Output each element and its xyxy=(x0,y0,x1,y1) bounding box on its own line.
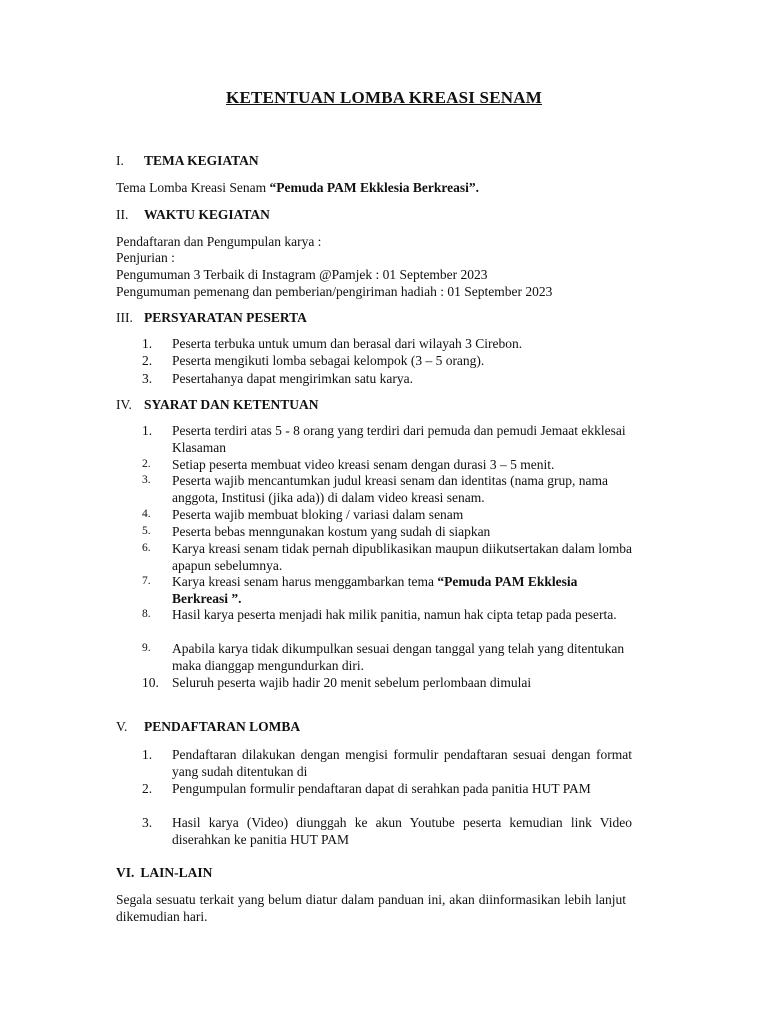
list-number: 10. xyxy=(142,675,159,690)
list-text: Peserta wajib membuat bloking / variasi dalam senam xyxy=(172,507,464,522)
list-item xyxy=(142,352,632,369)
list-number: 1. xyxy=(142,423,153,438)
list-number: 2. xyxy=(142,781,153,796)
list-text: Karya kreasi senam harus menggambarkan tema “Pemuda PAM Ekklesia Berkreasi ”. xyxy=(172,574,578,606)
section-3-title: PERSYARATAN PESERTA xyxy=(144,310,307,325)
list-item xyxy=(142,523,632,540)
list-item xyxy=(142,422,632,456)
section-6-title: LAIN-LAIN xyxy=(140,865,213,880)
list-number: 7. xyxy=(142,575,151,587)
schedule-line: Pengumuman pemenang dan pemberian/pengiriman hadiah : 01 September 2023 xyxy=(116,284,553,299)
list-item xyxy=(142,814,632,848)
schedule-line: Pendaftaran dan Pengumpulan karya : xyxy=(116,234,322,249)
list-number: 3. xyxy=(142,474,151,486)
list-text: Seluruh peserta wajib hadir 20 menit sebelum perlombaan dimulai xyxy=(172,675,532,690)
section-6-number: VI. xyxy=(116,865,135,880)
theme-text: Tema Lomba Kreasi Senam xyxy=(116,180,270,195)
list-text: Pengumpulan formulir pendaftaran dapat di serahkan pada panitia HUT PAM xyxy=(172,781,591,796)
list-text: Pendaftaran dilakukan dengan mengisi formulir pendaftaran sesuai dengan format yang sudah ditentukan di xyxy=(172,747,632,779)
list-item xyxy=(142,472,632,506)
list-item xyxy=(142,606,632,623)
list-item xyxy=(142,780,632,797)
section-2-heading xyxy=(116,206,270,223)
section-5-title: PENDAFTARAN LOMBA xyxy=(144,719,301,734)
list-text: Setiap peserta membuat video kreasi senam dengan durasi 3 – 5 menit. xyxy=(172,457,555,472)
list-number: 5. xyxy=(142,525,151,537)
list-number: 2. xyxy=(142,458,151,470)
list-item xyxy=(142,674,632,691)
section-4-heading xyxy=(116,396,319,413)
section-3-number: III. xyxy=(116,310,133,325)
list-text: Hasil karya (Video) diunggah ke akun Youtube peserta kemudian link Video diserahkan ke panitia HUT PAM xyxy=(172,815,632,847)
list-number: 1. xyxy=(142,747,153,762)
list-item xyxy=(142,540,632,574)
list-text: Peserta wajib mencantumkan judul kreasi senam dan identitas (nama grup, nama anggota, Institusi (jika ada)) di dalam video kreasi senam. xyxy=(172,473,608,505)
section-1-title: TEMA KEGIATAN xyxy=(144,153,259,168)
list-item xyxy=(142,370,632,387)
list-number: 9. xyxy=(142,642,151,654)
theme-name: “Pemuda PAM Ekklesia Berkreasi ”. xyxy=(172,574,578,606)
section-3-heading xyxy=(116,309,307,326)
theme-name: “Pemuda PAM Ekklesia Berkreasi”. xyxy=(269,180,480,195)
list-item xyxy=(142,335,632,352)
list-text: Karya kreasi senam tidak pernah dipublikasikan maupun diikutsertakan dalam lomba apapun sebelumnya. xyxy=(172,541,632,573)
list-text: Hasil karya peserta menjadi hak milik panitia, namun hak cipta tetap pada peserta. xyxy=(172,607,617,622)
list-text: Peserta terdiri atas 5 - 8 orang yang terdiri dari pemuda dan pemudi Jemaat ekklesai Klasaman xyxy=(172,423,626,455)
list-item xyxy=(142,456,632,473)
section-2-title: WAKTU KEGIATAN xyxy=(144,207,270,222)
section-1-heading xyxy=(116,152,259,169)
list-number: 6. xyxy=(142,542,151,554)
list-number: 4. xyxy=(142,508,151,520)
schedule-line: Pengumuman 3 Terbaik di Instagram @Pamjek : 01 September 2023 xyxy=(116,267,488,282)
list-text: Peserta terbuka untuk umum dan berasal dari wilayah 3 Cirebon. xyxy=(172,336,523,351)
section-5-heading xyxy=(116,718,300,735)
schedule-line: Penjurian : xyxy=(116,250,175,265)
section-6-text: Segala sesuatu terkait yang belum diatur dalam panduan ini, akan diinformasikan lebih lanjut dikemudian hari. xyxy=(116,892,626,924)
list-number: 3. xyxy=(142,815,153,830)
list-number: 3. xyxy=(142,371,153,386)
list-number: 2. xyxy=(142,353,153,368)
list-text: Peserta mengikuti lomba sebagai kelompok (3 – 5 orang). xyxy=(172,353,485,368)
section-2-number: II. xyxy=(116,207,129,222)
list-number: 8. xyxy=(142,608,151,620)
section-4-number: IV. xyxy=(116,397,132,412)
list-item xyxy=(142,506,632,523)
section-1-number: I. xyxy=(116,153,124,168)
document-title: KETENTUAN LOMBA KREASI SENAM xyxy=(226,88,542,107)
list-item xyxy=(142,746,632,780)
list-item xyxy=(142,640,632,674)
list-text: Peserta bebas menngunakan kostum yang sudah di siapkan xyxy=(172,524,491,539)
section-5-number: V. xyxy=(116,719,128,734)
section-4-title: SYARAT DAN KETENTUAN xyxy=(144,397,319,412)
list-text: Pesertahanya dapat mengirimkan satu karya. xyxy=(172,371,414,386)
list-item xyxy=(142,573,632,607)
list-number: 1. xyxy=(142,336,153,351)
section-1-text xyxy=(116,179,626,196)
section-6-heading xyxy=(116,864,212,881)
list-text: Apabila karya tidak dikumpulkan sesuai dengan tanggal yang telah yang ditentukan maka dianggap mengundurkan diri. xyxy=(172,641,625,673)
